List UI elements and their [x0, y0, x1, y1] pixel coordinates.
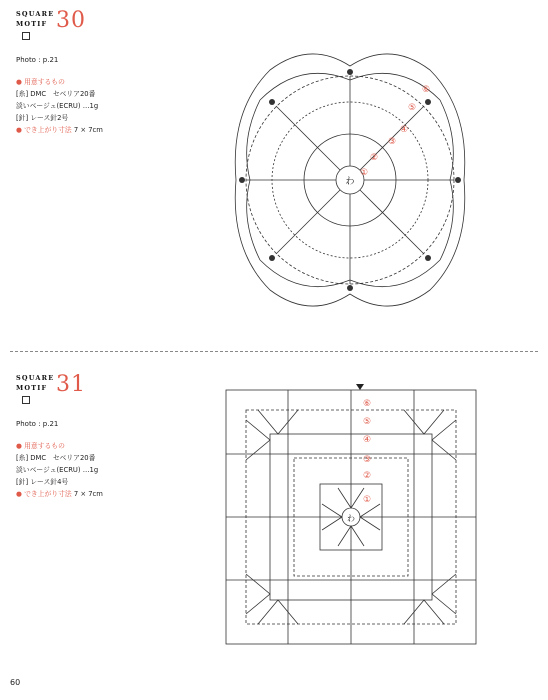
round-label-5: ⑤ [363, 417, 372, 427]
yarn-line: [糸] DMC セベリア20番 [16, 90, 96, 98]
round-label-2: ② [363, 471, 372, 481]
yarn-color-line: 淡いベージュ(ECRU) …1g [16, 466, 99, 474]
materials-list [16, 76, 166, 136]
checkbox-square-icon [22, 32, 30, 40]
square-motif-header [16, 372, 166, 406]
yarn-line: [糸] DMC セベリア20番 [16, 454, 96, 462]
materials-title: 用意するもの [24, 78, 65, 86]
bullet-dot-icon: ● [16, 490, 22, 498]
round-label-3: ③ [363, 455, 372, 465]
materials-list [16, 440, 166, 500]
center-ring-label: わ [347, 514, 355, 523]
round-label-3: ③ [388, 137, 397, 147]
motif-number: 31 [56, 372, 86, 397]
header-line1: SQUARE [16, 374, 55, 382]
yarn-color-line: 淡いベージュ(ECRU) …1g [16, 102, 99, 110]
round-label-1: ① [360, 168, 369, 178]
size-value: 7 × 7cm [73, 490, 103, 498]
materials-title: 用意するもの [24, 442, 65, 450]
motif-number: 30 [56, 8, 86, 33]
size-title: でき上がり寸法 [24, 126, 72, 134]
center-ring-label: わ [345, 177, 355, 187]
page-number: 60 [10, 678, 21, 687]
motif-31-info [16, 372, 166, 500]
bullet-dot-icon: ● [16, 78, 22, 86]
round-label-6: ⑥ [422, 85, 431, 95]
bullet-dot-icon: ● [16, 442, 22, 450]
motif-30-info [16, 8, 166, 136]
needle-line: [針] レース針4号 [16, 478, 69, 486]
round-label-4: ④ [400, 125, 409, 135]
round-label-4: ④ [363, 435, 372, 445]
bullet-dot-icon: ● [16, 126, 22, 134]
size-title: でき上がり寸法 [24, 490, 72, 498]
needle-line: [針] レース針2号 [16, 114, 69, 122]
round-label-6: ⑥ [363, 399, 372, 409]
round-label-2: ② [370, 153, 379, 163]
checkbox-square-icon [22, 396, 30, 404]
header-line1: SQUARE [16, 10, 55, 18]
crochet-chart-30 [200, 20, 500, 330]
photo-reference: Photo : p.21 [16, 420, 59, 428]
size-value: 7 × 7cm [73, 126, 103, 134]
square-motif-header [16, 8, 166, 42]
photo-reference: Photo : p.21 [16, 56, 59, 64]
round-label-1: ① [363, 495, 372, 505]
header-line2: MOTIF [16, 384, 48, 392]
crochet-chart-31 [218, 380, 484, 652]
header-line2: MOTIF [16, 20, 48, 28]
round-label-5: ⑤ [408, 103, 417, 113]
